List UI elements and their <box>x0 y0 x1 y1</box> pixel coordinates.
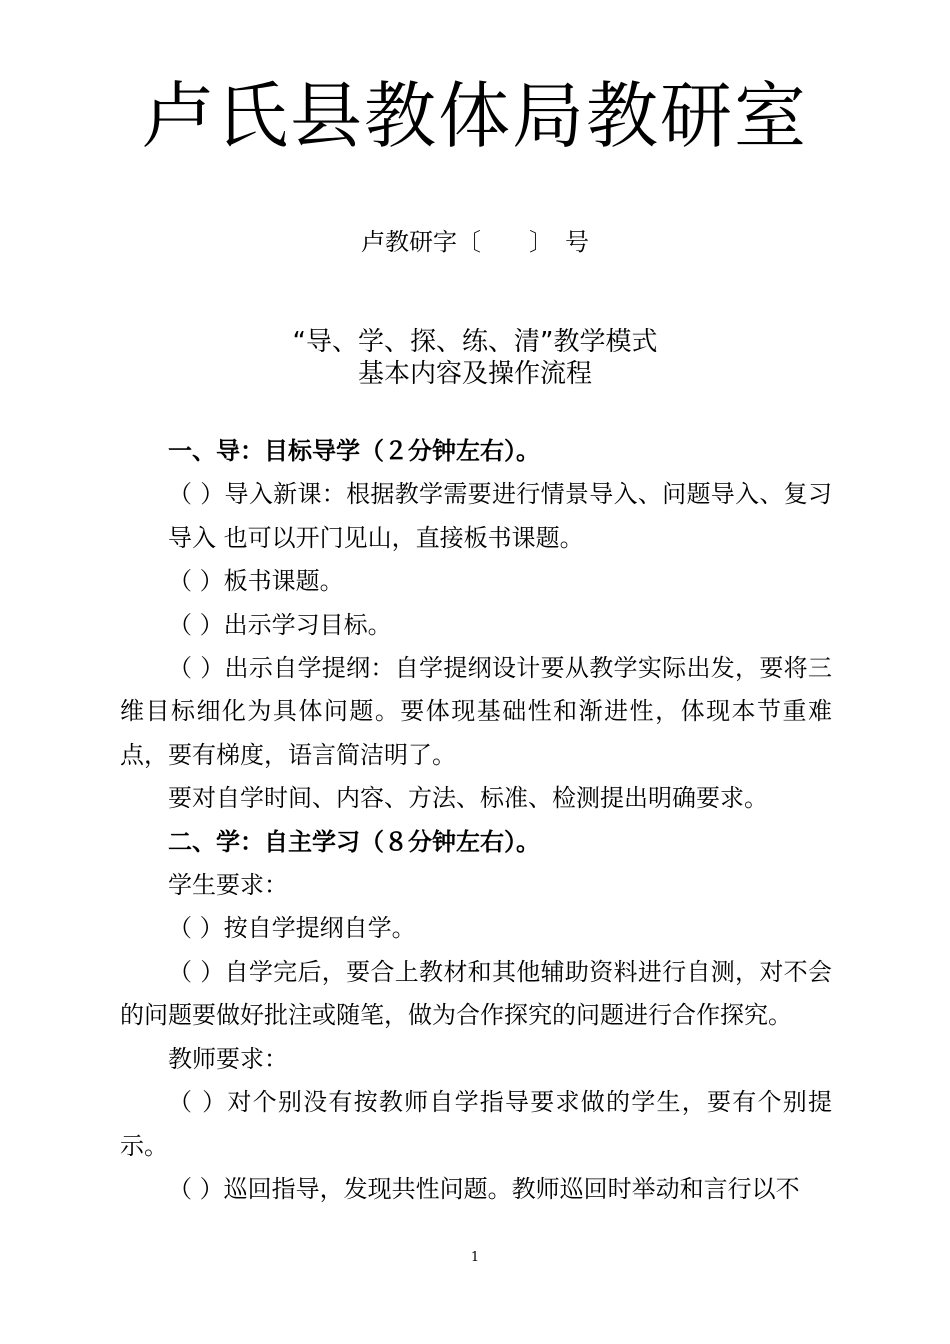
paragraph: （ ）自学完后，要合上教材和其他辅助资料进行自测，对不会的问题要做好批注或随笔，做为合作探究的问题进行合作探究。 <box>120 957 832 1030</box>
section-heading-1: 一、导：目标导学（２分钟左右）。 <box>168 437 540 465</box>
paragraph: （ ）巡回指导，发现共性问题。教师巡回时举动和言行以不 <box>168 1174 800 1203</box>
section-heading-2: 二、学：自主学习（８分钟左右）。 <box>168 827 540 856</box>
paragraph: （ ）出示自学提纲：自学提纲设计要从教学实际出发，要将三维目标细化为具体问题。要体现基础性和渐进性，体现本节重难点，要有梯度，语言简洁明了。 <box>120 654 832 769</box>
paragraph: （ ）对个别没有按教师自学指导要求做的学生，要有个别提示。 <box>120 1088 832 1160</box>
paragraph: 学生要求： <box>168 871 288 900</box>
paragraph: 要对自学时间、内容、方法、标准、检测提出明确要求。 <box>168 784 768 813</box>
document-number: 卢教研字〔 〕 号 <box>361 228 589 256</box>
paragraph: （ ）按自学提纲自学。 <box>168 914 416 943</box>
paragraph: （ ）出示学习目标。 <box>168 610 392 639</box>
page-number: 1 <box>470 1250 480 1265</box>
paragraph: （ ）板书课题。 <box>168 567 344 596</box>
document-title <box>0 326 950 390</box>
paragraph: 教师要求： <box>168 1044 288 1073</box>
title-line-2: 基本内容及操作流程 <box>357 359 592 389</box>
paragraph: （ ）导入新课：根据教学需要进行情景导入、问题导入、复习导入 也可以开门见山，直接板书课题。 <box>168 480 832 552</box>
body-text <box>120 430 832 1211</box>
title-line-1: “导、学、探、练、清”教学模式 <box>292 327 658 357</box>
org-title: 卢氏县教体局教研室 <box>141 74 808 158</box>
